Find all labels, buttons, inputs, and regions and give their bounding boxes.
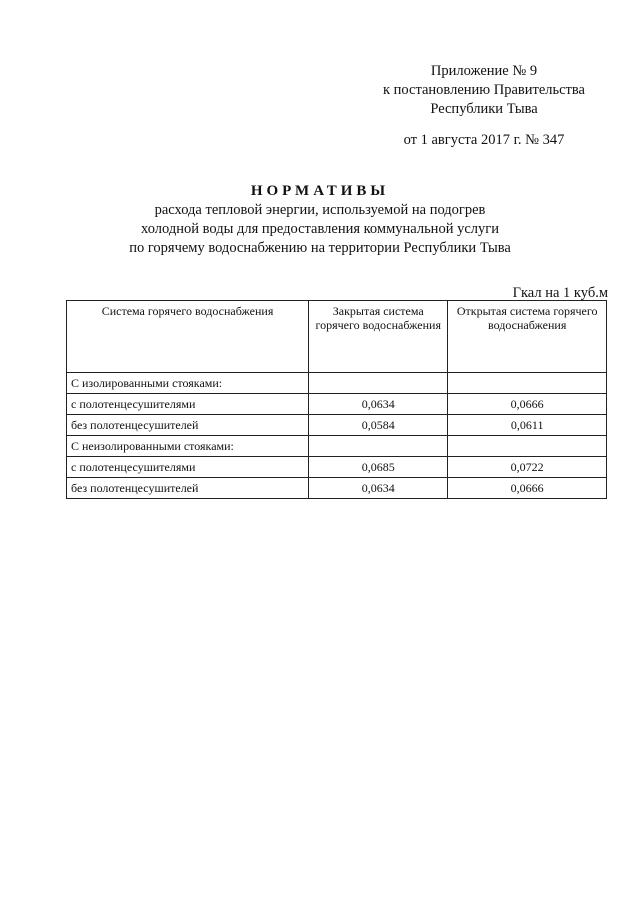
closed-value: 0,0685 xyxy=(309,457,448,478)
row-label: без полотенцесушителей xyxy=(67,478,309,499)
annex-block xyxy=(360,62,608,150)
row-label: С изолированными стояками: xyxy=(67,373,309,394)
open-value: 0,0666 xyxy=(448,478,607,499)
table-row xyxy=(67,394,607,415)
open-value xyxy=(448,373,607,394)
table-row xyxy=(67,457,607,478)
subtitle-line-1: расхода тепловой энергии, используемой на подогрев xyxy=(154,202,486,218)
closed-value: 0,0584 xyxy=(309,415,448,436)
header-open-system: Открытая система горячего водоснабжения xyxy=(448,301,607,373)
closed-value xyxy=(309,436,448,457)
annex-line-3: Республики Тыва xyxy=(430,101,538,117)
header-closed-system: Закрытая система горячего водоснабжения xyxy=(309,301,448,373)
row-label: С неизолированными стояками: xyxy=(67,436,309,457)
row-label: с полотенцесушителями xyxy=(67,457,309,478)
row-label: с полотенцесушителями xyxy=(67,394,309,415)
open-value: 0,0722 xyxy=(448,457,607,478)
table-header-row xyxy=(67,301,607,373)
annex-line-2: к постановлению Правительства xyxy=(383,82,585,98)
open-value: 0,0666 xyxy=(448,394,607,415)
annex-date-line: от 1 августа 2017 г. № 347 xyxy=(403,132,565,148)
table-row xyxy=(67,478,607,499)
table-row xyxy=(67,373,607,394)
table-row xyxy=(67,436,607,457)
subtitle-line-3: по горячему водоснабжению на территории Республики Тыва xyxy=(129,240,511,256)
open-value xyxy=(448,436,607,457)
norms-table xyxy=(66,300,607,499)
row-label: без полотенцесушителей xyxy=(67,415,309,436)
open-value: 0,0611 xyxy=(448,415,607,436)
document-title: НОРМАТИВЫ xyxy=(250,183,390,199)
table-row xyxy=(67,415,607,436)
header-system: Система горячего водоснабжения xyxy=(67,301,309,373)
annex-line-1: Приложение № 9 xyxy=(430,63,538,79)
subtitle-line-2: холодной воды для предоставления коммунальной услуги xyxy=(141,221,499,237)
closed-value: 0,0634 xyxy=(309,394,448,415)
closed-value xyxy=(309,373,448,394)
unit-label: Гкал на 1 куб.м xyxy=(512,285,608,301)
closed-value: 0,0634 xyxy=(309,478,448,499)
document-subtitle xyxy=(90,201,550,258)
